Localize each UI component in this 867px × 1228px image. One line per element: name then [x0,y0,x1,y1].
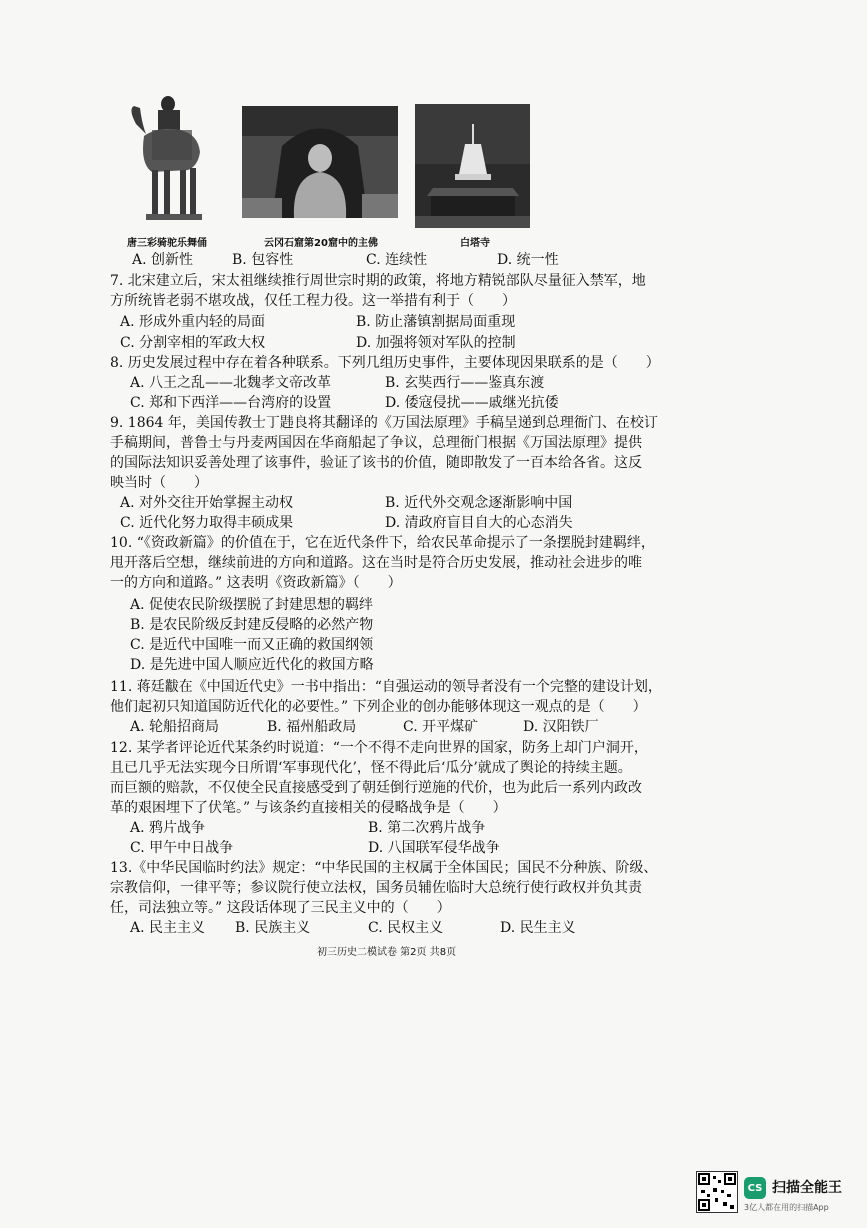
q9-option-d: D. 清政府盲目自大的心态消失 [385,515,573,531]
qr-code-icon [696,1171,738,1213]
q12-stem-line1: 12. 某学者评论近代某条约时说道：“一个不得不走向世界的国家，防务上却门户洞开， [110,740,648,756]
q13-stem-line1: 13.《中华民国临时约法》规定：“中华民国的主权属于全体国民；国民不分种族、阶级、 [110,860,658,876]
yungang-buddha-image [242,106,398,218]
q8-stem-line1: 8. 历史发展过程中存在着各种联系。下列几组历史事件，主要体现因果联系的是（ ） [110,355,660,371]
brand-slogan: 3亿人都在用的扫描App [744,1203,829,1212]
q7-option-c: C. 分割宰相的军政大权 [120,335,266,351]
q9-option-b: B. 近代外交观念逐渐影响中国 [385,495,573,511]
page-footer: 初三历史二模试卷 第2页 共8页 [317,947,457,958]
q7-option-b: B. 防止藩镇割据局面重现 [356,314,516,330]
q6-option-b: B. 包容性 [232,252,294,268]
q9-stem-line4: 映当时（ ） [110,475,208,491]
pagoda-caption: 白塔寺 [460,238,490,249]
q12-option-b: B. 第二次鸦片战争 [368,820,486,836]
q8-option-d: D. 倭寇侵扰——戚继光抗倭 [385,395,559,411]
q10-option-a: A. 促使农民阶级摆脱了封建思想的羁绊 [130,597,374,613]
q11-stem-line1: 11. 蒋廷黻在《中国近代史》一书中指出：“自强运动的领导者没有一个完整的建设计划， [110,679,662,695]
q11-option-a: A. 轮船招商局 [130,719,220,735]
q7-stem-line1: 7. 北宋建立后，宋太祖继续推行周世宗时期的政策，将地方精锐部队尽量征入禁军，地 [110,273,646,289]
q12-stem-line3: 而巨额的赔款，不仅使全民直接感受到了朝廷倒行逆施的代价，也为此后一系列内政改 [110,780,642,796]
q10-stem-line3: 一的方向和道路。” 这表明《资政新篇》（ ） [110,575,402,591]
q6-option-c: C. 连续性 [366,252,428,268]
q12-option-a: A. 鸦片战争 [130,820,206,836]
q12-option-c: C. 甲午中日战争 [130,840,234,856]
q13-stem-line3: 任，司法独立等。” 这段话体现了三民主义中的（ ） [110,900,451,916]
camscanner-logo-icon: CS [744,1177,766,1199]
q6-option-d: D. 统一性 [497,252,559,268]
q6-option-a: A. 创新性 [132,252,194,268]
q12-option-d: D. 八国联军侵华战争 [368,840,500,856]
q9-option-a: A. 对外交往开始掌握主动权 [120,495,294,511]
q10-option-c: C. 是近代中国唯一而又正确的救国纲领 [130,637,374,653]
q8-option-a: A. 八王之乱——北魏孝文帝改革 [130,375,332,391]
q10-stem-line1: 10. “《资政新篇》的价值在于，它在近代条件下，给农民革命提示了一条摆脱封建羁绊， [110,535,655,551]
q11-option-c: C. 开平煤矿 [403,719,479,735]
q11-option-b: B. 福州船政局 [267,719,357,735]
q7-option-d: D. 加强将领对军队的控制 [356,335,516,351]
camel-figurine-image [118,94,216,228]
q13-option-c: C. 民权主义 [368,920,444,936]
q9-stem-line1: 9. 1864 年，美国传教士丁韪良将其翻译的《万国法原理》手稿呈递到总理衙门、在校订 [110,415,658,431]
buddha-caption: 云冈石窟第20窟中的主佛 [264,238,378,249]
q10-option-d: D. 是先进中国人顺应近代化的救国方略 [130,657,374,673]
q7-stem-line2: 方所统皆老弱不堪攻战，仅任工程力役。这一举措有利于（ ） [110,293,516,309]
q11-option-d: D. 汉阳铁厂 [523,719,599,735]
q12-stem-line4: 革的艰困埋下了伏笔。” 与该条约直接相关的侵略战争是（ ） [110,800,507,816]
q13-option-d: D. 民生主义 [500,920,576,936]
q10-option-b: B. 是农民阶级反封建反侵略的必然产物 [130,617,374,633]
q8-option-b: B. 玄奘西行——鉴真东渡 [385,375,545,391]
q13-option-a: A. 民主主义 [130,920,206,936]
q13-stem-line2: 宗教信仰，一律平等；参议院行使立法权，国务员辅佐临时大总统行使行政权并负其责 [110,880,642,896]
q9-stem-line3: 的国际法知识妥善处理了该事件，验证了该书的价值，随即散发了一百本给各省。这反 [110,455,642,471]
q10-stem-line2: 甩开落后空想，继续前进的方向和道路。这在当时是符合历史发展，推动社会进步的唯 [110,555,642,571]
q9-option-c: C. 近代化努力取得丰硕成果 [120,515,294,531]
white-pagoda-image [415,104,530,228]
q7-option-a: A. 形成外重内轻的局面 [120,314,266,330]
q8-option-c: C. 郑和下西洋——台湾府的设置 [130,395,332,411]
q11-stem-line2: 他们起初只知道国防近代化的必要性。” 下列企业的创办能够体现这一观点的是（ ） [110,699,647,715]
camel-caption: 唐三彩骑驼乐舞俑 [127,238,207,249]
brand-name: 扫描全能王 [772,1180,842,1196]
q13-option-b: B. 民族主义 [235,920,311,936]
q9-stem-line2: 手稿期间，普鲁士与丹麦两国因在华商船起了争议，总理衙门根据《万国法原理》提供 [110,435,642,451]
q12-stem-line2: 且已几乎无法实现今日所谓‘军事现代化’，怪不得此后‘瓜分’就成了舆论的持续主题。 [110,760,632,776]
